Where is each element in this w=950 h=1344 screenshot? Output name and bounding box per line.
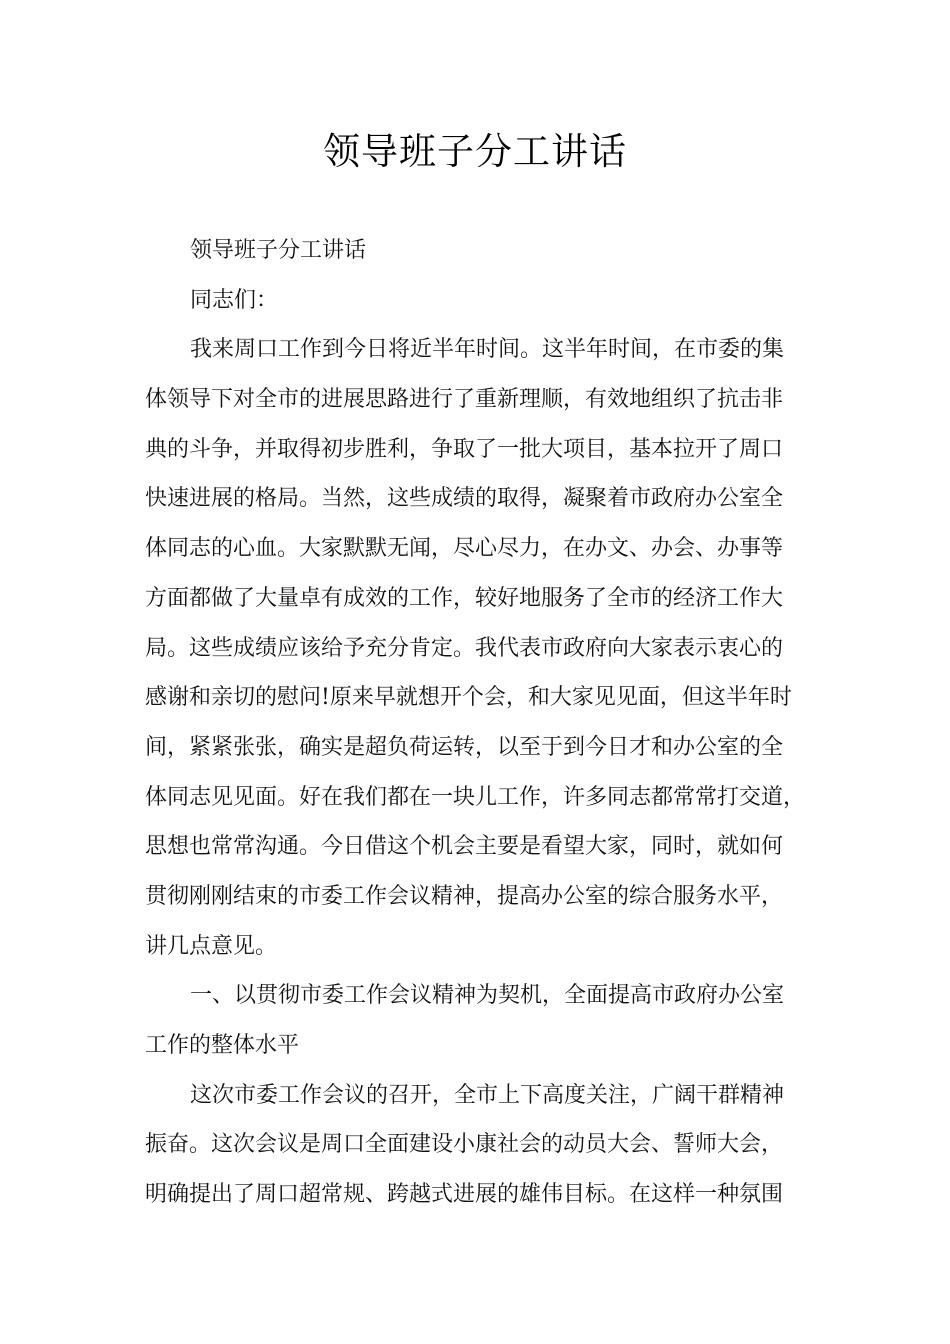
text-line: 方面都做了大量卓有成效的工作，较好地服务了全市的经济工作大 [145,585,784,611]
text-line: 我来周口工作到今日将近半年时间。这半年时间，在市委的集 [190,337,785,363]
document-title: 领导班子分工讲话 [323,130,627,173]
text-line: 讲几点意见。 [145,933,278,959]
text-line: 同志们： [190,287,279,313]
text-line: 这次市委工作会议的召开，全市上下高度关注，广阔干群精神 [190,1082,785,1108]
text-line: 振奋。这次会议是周口全面建设小康社会的动员大会、誓师大会， [145,1132,784,1158]
text-line: 一、以贯彻市委工作会议精神为契机，全面提高市政府办公室 [190,983,785,1009]
text-line: 体领导下对全市的进展思路进行了重新理顺，有效地组织了抗击非 [145,387,784,413]
text-line: 思想也常常沟通。今日借这个机会主要是看望大家，同时，就如何 [145,834,784,860]
text-line: 明确提出了周口超常规、跨越式进展的雄伟目标。在这样一种氛围 [145,1182,784,1208]
text-line: 领导班子分工讲话 [190,238,367,263]
text-line: 贯彻刚刚结束的市委工作会议精神，提高办公室的综合服务水平， [145,883,784,909]
text-line: 体同志见见面。好在我们都在一块儿工作，许多同志都常常打交道， [145,784,806,810]
text-line: 快速进展的格局。当然，这些成绩的取得，凝聚着市政府办公室全 [145,486,784,512]
text-line: 局。这些成绩应该给予充分肯定。我代表市政府向大家表示衷心的 [145,635,784,661]
text-line: 体同志的心血。大家默默无闻，尽心尽力，在办文、办会、办事等 [145,536,784,562]
text-line: 典的斗争，并取得初步胜利，争取了一批大项目，基本拉开了周口 [145,436,784,462]
text-line: 间，紧紧张张，确实是超负荷运转，以至于到今日才和办公室的全 [145,734,784,760]
document-body [145,226,825,1220]
text-line: 工作的整体水平 [145,1033,300,1058]
text-line: 感谢和亲切的慰问!原来早就想开个会，和大家见见面，但这半年时 [145,685,792,711]
